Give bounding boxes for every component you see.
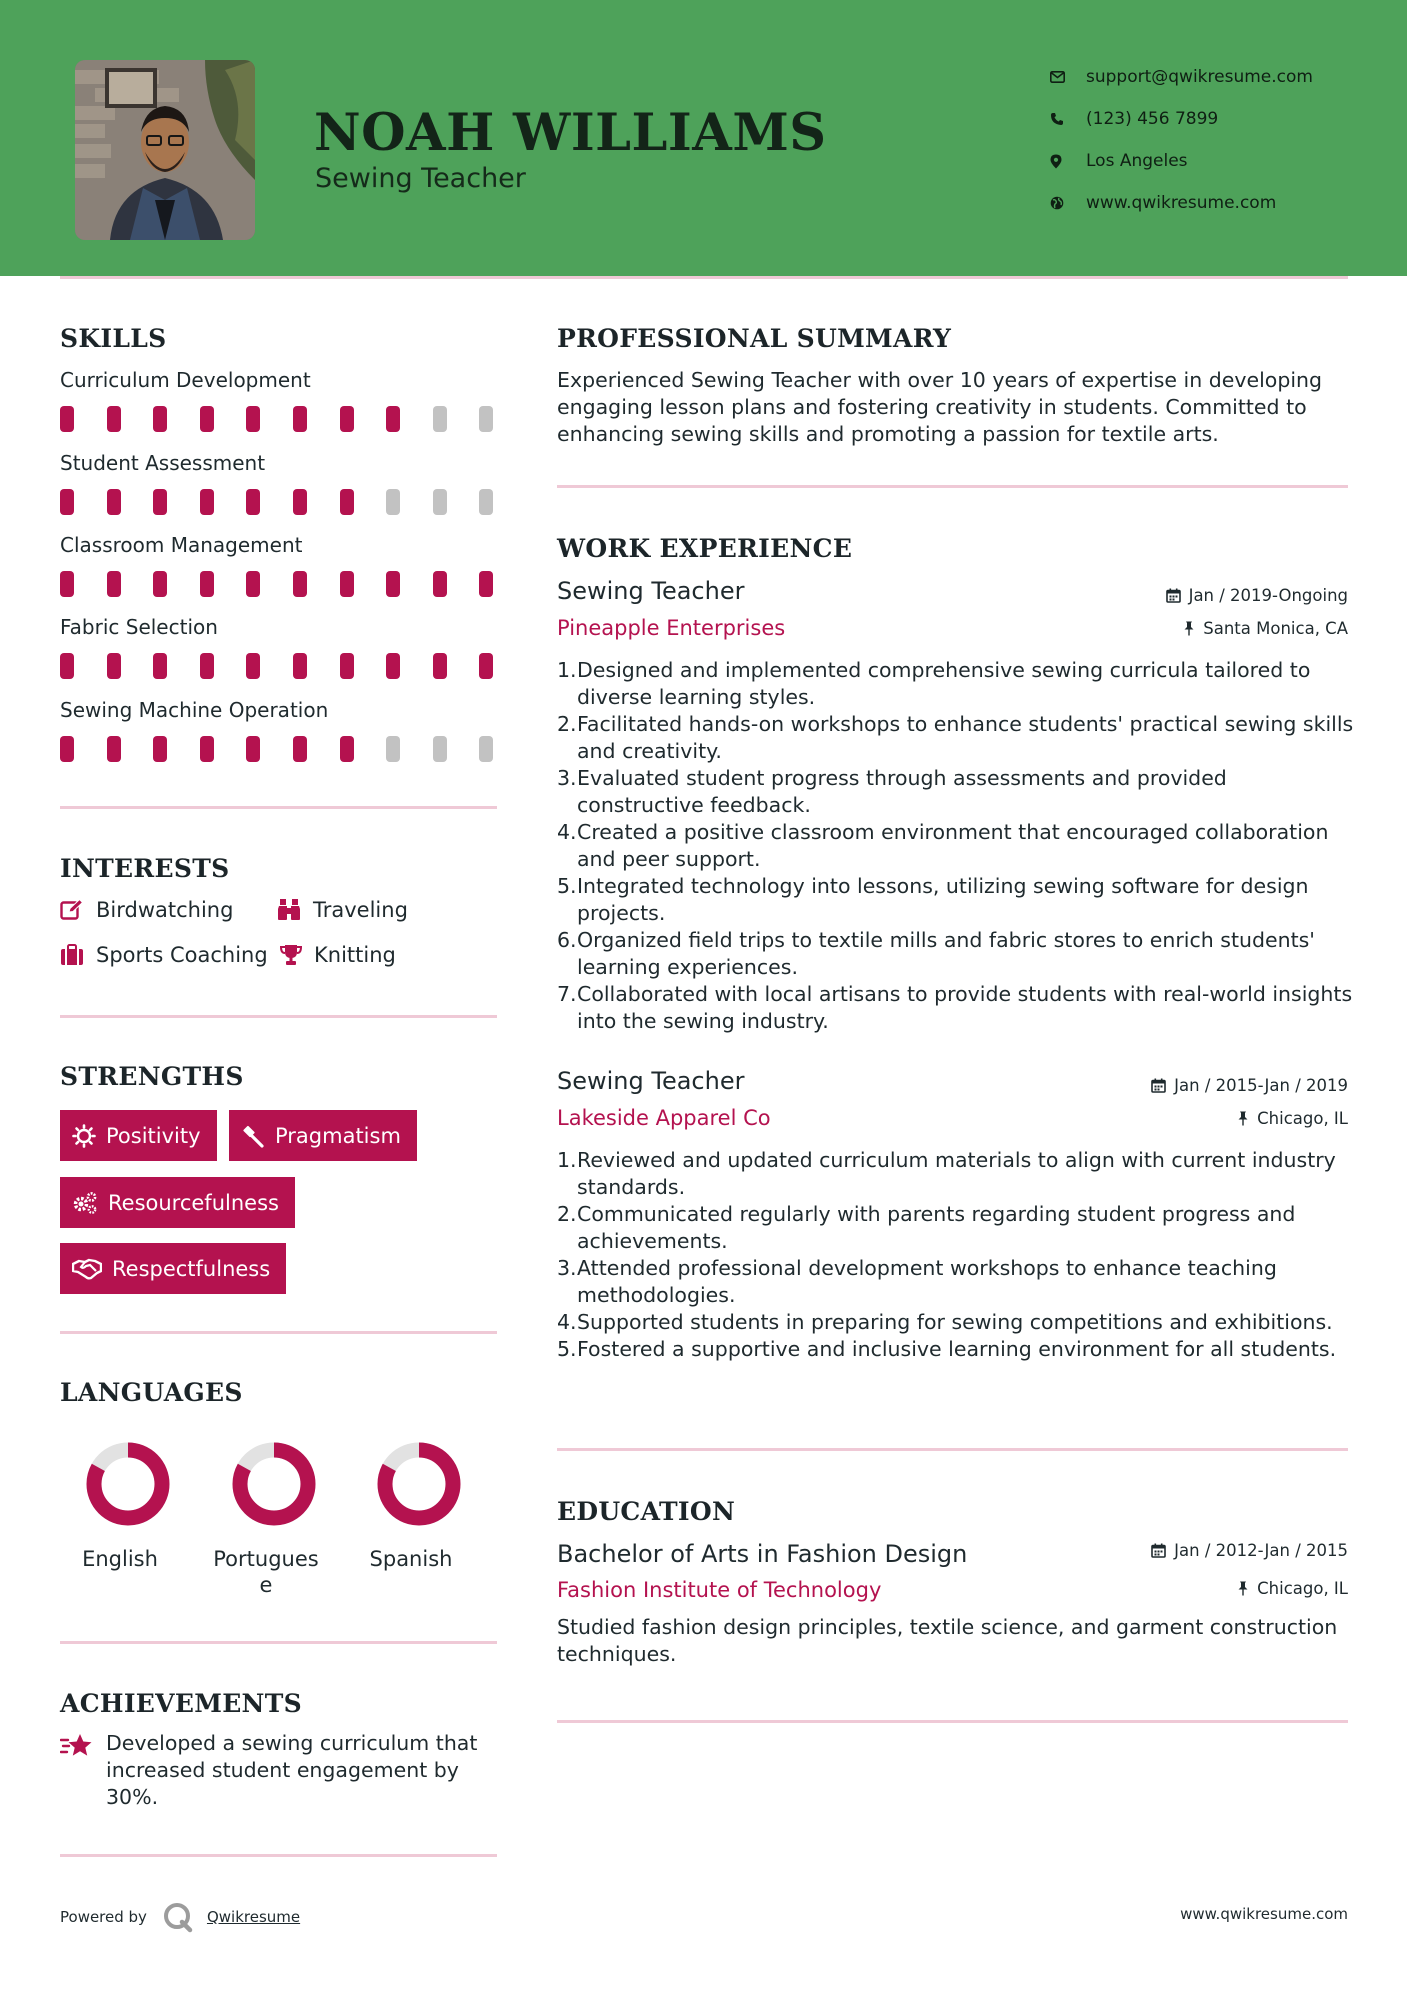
job-location-text: Chicago, IL — [1257, 1109, 1348, 1128]
job-title: Sewing Teacher — [557, 577, 745, 605]
trophy-icon — [280, 944, 302, 966]
interest-item — [280, 943, 396, 967]
contact-email[interactable] — [1050, 56, 1313, 98]
job-location — [1237, 1109, 1348, 1128]
achievements-heading: ACHIEVEMENTS — [60, 1689, 302, 1718]
handshake-icon — [72, 1258, 102, 1280]
summary-heading: PROFESSIONAL SUMMARY — [557, 324, 952, 353]
list-item: 3. Attended professional development workshops to enhance teaching methodologies. — [557, 1256, 1277, 1307]
edit-icon — [60, 899, 84, 921]
interest-label: Birdwatching — [96, 898, 234, 922]
strength-tag — [229, 1110, 417, 1161]
skill-dot-filled — [340, 489, 354, 515]
skill-dot-filled — [246, 653, 260, 679]
skill-dot-filled — [293, 406, 307, 432]
skill-rating — [60, 489, 526, 515]
strength-label: Pragmatism — [275, 1123, 401, 1148]
language-label: English — [82, 1547, 158, 1571]
contact-website[interactable] — [1050, 182, 1313, 224]
section-divider — [60, 806, 497, 809]
skill-dot-empty — [433, 406, 447, 432]
job-title: Sewing Teacher — [557, 1067, 745, 1095]
skill-dot-filled — [200, 736, 214, 762]
skill-dot-filled — [340, 571, 354, 597]
skill-dot-filled — [246, 489, 260, 515]
gavel-icon — [241, 1124, 265, 1148]
language-donut — [84, 1440, 172, 1528]
job-dates-text: Jan / 2015-Jan / 2019 — [1174, 1076, 1348, 1095]
skill-dot-filled — [107, 406, 121, 432]
job-dates — [1166, 586, 1348, 605]
skill-dot-filled — [200, 489, 214, 515]
skill-dot-filled — [246, 571, 260, 597]
skill-dot-filled — [293, 736, 307, 762]
contact-location-text: Los Angeles — [1086, 151, 1188, 171]
gears-icon — [72, 1191, 98, 1215]
contact-website-text: www.qwikresume.com — [1086, 193, 1277, 213]
skill-dot-filled — [479, 653, 493, 679]
skill-dot-filled — [293, 653, 307, 679]
company-name: Pineapple Enterprises — [557, 616, 786, 640]
contact-location — [1050, 140, 1313, 182]
education-dates — [1151, 1541, 1348, 1560]
education-heading: EDUCATION — [557, 1497, 736, 1526]
footer-website[interactable]: www.qwikresume.com — [1180, 1905, 1348, 1923]
skill-dot-empty — [479, 736, 493, 762]
job-dates-text: Jan / 2019-Ongoing — [1188, 586, 1348, 605]
header-divider — [60, 276, 1348, 279]
skill-name: Classroom Management — [60, 533, 303, 557]
skill-rating — [60, 653, 526, 679]
skill-dot-filled — [153, 736, 167, 762]
skill-dot-filled — [200, 571, 214, 597]
footer-powered-by — [60, 1900, 300, 1934]
skill-dot-filled — [153, 489, 167, 515]
contact-list — [1050, 56, 1313, 224]
skill-dot-filled — [107, 489, 121, 515]
skill-dot-filled — [107, 736, 121, 762]
language-donut — [230, 1440, 318, 1528]
list-item: 4. Created a positive classroom environment that encouraged collaboration and peer support. — [557, 820, 1329, 871]
strength-label: Respectfulness — [112, 1256, 271, 1281]
school-name: Fashion Institute of Technology — [557, 1578, 882, 1602]
contact-email-text: support@qwikresume.com — [1086, 67, 1313, 87]
skill-dot-filled — [200, 406, 214, 432]
skill-rating — [60, 736, 526, 762]
list-item: 6. Organized field trips to textile mills and fabric stores to enrich students' learning experiences. — [557, 928, 1315, 979]
interest-item — [60, 943, 268, 967]
list-item: 1. Designed and implemented comprehensive sewing curricula tailored to diverse learning styles. — [557, 658, 1311, 709]
list-item: 3. Evaluated student progress through assessments and provided constructive feedback. — [557, 766, 1227, 817]
job-bullets — [557, 657, 1357, 1035]
skill-dot-filled — [153, 571, 167, 597]
skill-dot-filled — [200, 653, 214, 679]
language-item — [206, 1440, 326, 1598]
education-description: Studied fashion design principles, textile science, and garment construction techniques. — [557, 1615, 1338, 1666]
list-item: 7. Collaborated with local artisans to provide students with real-world insights into the sewing industry. — [557, 982, 1353, 1033]
contact-phone[interactable] — [1050, 98, 1313, 140]
skill-dot-filled — [293, 489, 307, 515]
section-divider — [60, 1331, 497, 1334]
skill-dot-empty — [479, 406, 493, 432]
sun-icon — [72, 1124, 96, 1148]
briefcase-icon — [60, 944, 84, 966]
degree-title: Bachelor of Arts in Fashion Design — [557, 1540, 968, 1568]
language-label: Spanish — [369, 1547, 453, 1571]
map-pin-icon — [1050, 154, 1086, 169]
section-divider — [557, 485, 1348, 488]
strength-tag — [60, 1243, 286, 1294]
skill-dot-filled — [246, 736, 260, 762]
section-divider — [60, 1641, 497, 1644]
skill-dot-filled — [386, 406, 400, 432]
interest-label: Sports Coaching — [96, 943, 268, 967]
list-item: 2. Facilitated hands-on workshops to enhance students' practical sewing skills and creativity. — [557, 712, 1354, 763]
skill-rating — [60, 406, 526, 432]
globe-icon — [1050, 196, 1086, 210]
section-divider — [557, 1720, 1348, 1723]
achievement-text: Developed a sewing curriculum that increased student engagement by 30%. — [106, 1731, 478, 1809]
skill-name: Sewing Machine Operation — [60, 698, 329, 722]
skill-dot-filled — [340, 653, 354, 679]
experience-heading: WORK EXPERIENCE — [557, 534, 853, 563]
skill-dot-filled — [246, 406, 260, 432]
skill-dot-filled — [386, 571, 400, 597]
list-item: 2. Communicated regularly with parents regarding student progress and achievements. — [557, 1202, 1296, 1253]
job-location-text: Santa Monica, CA — [1203, 619, 1348, 638]
section-divider — [60, 1015, 497, 1018]
skill-dot-filled — [60, 406, 74, 432]
strength-label: Resourcefulness — [108, 1190, 279, 1215]
skill-rating — [60, 571, 526, 597]
calendar-icon — [1151, 1543, 1166, 1558]
star-badge-icon — [60, 1732, 94, 1760]
skill-dot-filled — [340, 736, 354, 762]
job-dates — [1151, 1076, 1348, 1095]
strengths-heading: STRENGTHS — [60, 1062, 244, 1091]
skill-name: Student Assessment — [60, 451, 266, 475]
pushpin-icon — [1237, 1581, 1249, 1596]
contact-phone-text: (123) 456 7899 — [1086, 109, 1219, 129]
company-name: Lakeside Apparel Co — [557, 1106, 771, 1130]
skill-name: Fabric Selection — [60, 615, 218, 639]
envelope-icon — [1050, 71, 1086, 83]
skill-dot-filled — [479, 571, 493, 597]
skill-name: Curriculum Development — [60, 368, 311, 392]
language-item — [60, 1440, 180, 1572]
strength-label: Positivity — [106, 1123, 201, 1148]
summary-text: Experienced Sewing Teacher with over 10 years of expertise in developing engaging lesson plans and fostering creativity in students. Committed to enhancing sewing skills and promoting a passion for textile arts. — [557, 368, 1323, 446]
interests-heading: INTERESTS — [60, 854, 230, 883]
job-bullets — [557, 1147, 1357, 1363]
language-donut — [375, 1440, 463, 1528]
brand-link[interactable]: Qwikresume — [206, 1908, 301, 1926]
education-location — [1237, 1579, 1348, 1598]
list-item: 5. Integrated technology into lessons, utilizing sewing software for design projects. — [557, 874, 1309, 925]
pushpin-icon — [1237, 1111, 1249, 1126]
qwikresume-logo-icon — [161, 1900, 195, 1934]
job-location — [1183, 619, 1348, 638]
skill-dot-filled — [107, 571, 121, 597]
skill-dot-filled — [153, 653, 167, 679]
education-location-text: Chicago, IL — [1257, 1579, 1348, 1598]
skill-dot-filled — [60, 489, 74, 515]
skills-heading: SKILLS — [60, 324, 167, 353]
list-item: 1. Reviewed and updated curriculum materials to align with current industry standards. — [557, 1148, 1336, 1199]
list-item: 4. Supported students in preparing for sewing competitions and exhibitions. — [557, 1310, 1333, 1334]
section-divider — [557, 1448, 1348, 1451]
languages-heading: LANGUAGES — [60, 1378, 243, 1407]
binoculars-icon — [277, 899, 301, 921]
skill-dot-empty — [386, 736, 400, 762]
skill-dot-filled — [386, 653, 400, 679]
skill-dot-empty — [433, 489, 447, 515]
candidate-name: NOAH WILLIAMS — [314, 103, 827, 163]
interest-item — [60, 898, 233, 922]
candidate-title: Sewing Teacher — [315, 163, 526, 194]
interest-label: Knitting — [314, 943, 396, 967]
skill-dot-empty — [386, 489, 400, 515]
calendar-icon — [1151, 1078, 1166, 1093]
skill-dot-filled — [60, 571, 74, 597]
achievement-item — [60, 1730, 500, 1811]
skill-dot-filled — [60, 653, 74, 679]
powered-by-text: Powered by — [60, 1908, 147, 1926]
phone-icon — [1050, 112, 1086, 126]
skill-dot-filled — [340, 406, 354, 432]
skill-dot-filled — [433, 653, 447, 679]
profile-photo — [75, 60, 255, 240]
skill-dot-empty — [433, 736, 447, 762]
language-item — [351, 1440, 471, 1572]
skill-dot-filled — [153, 406, 167, 432]
skill-dot-filled — [60, 736, 74, 762]
section-divider — [60, 1854, 497, 1857]
skill-dot-empty — [479, 489, 493, 515]
strength-tag — [60, 1177, 295, 1228]
skill-dot-filled — [107, 653, 121, 679]
list-item: 5. Fostered a supportive and inclusive learning environment for all students. — [557, 1337, 1337, 1361]
calendar-icon — [1166, 588, 1181, 603]
interest-item — [277, 898, 408, 922]
header — [0, 0, 1407, 276]
education-dates-text: Jan / 2012-Jan / 2015 — [1174, 1541, 1348, 1560]
skill-dot-filled — [293, 571, 307, 597]
skill-dot-filled — [433, 571, 447, 597]
pushpin-icon — [1183, 621, 1195, 636]
language-label: Portuguese — [213, 1547, 319, 1597]
interest-label: Traveling — [313, 898, 408, 922]
strength-tag — [60, 1110, 217, 1161]
